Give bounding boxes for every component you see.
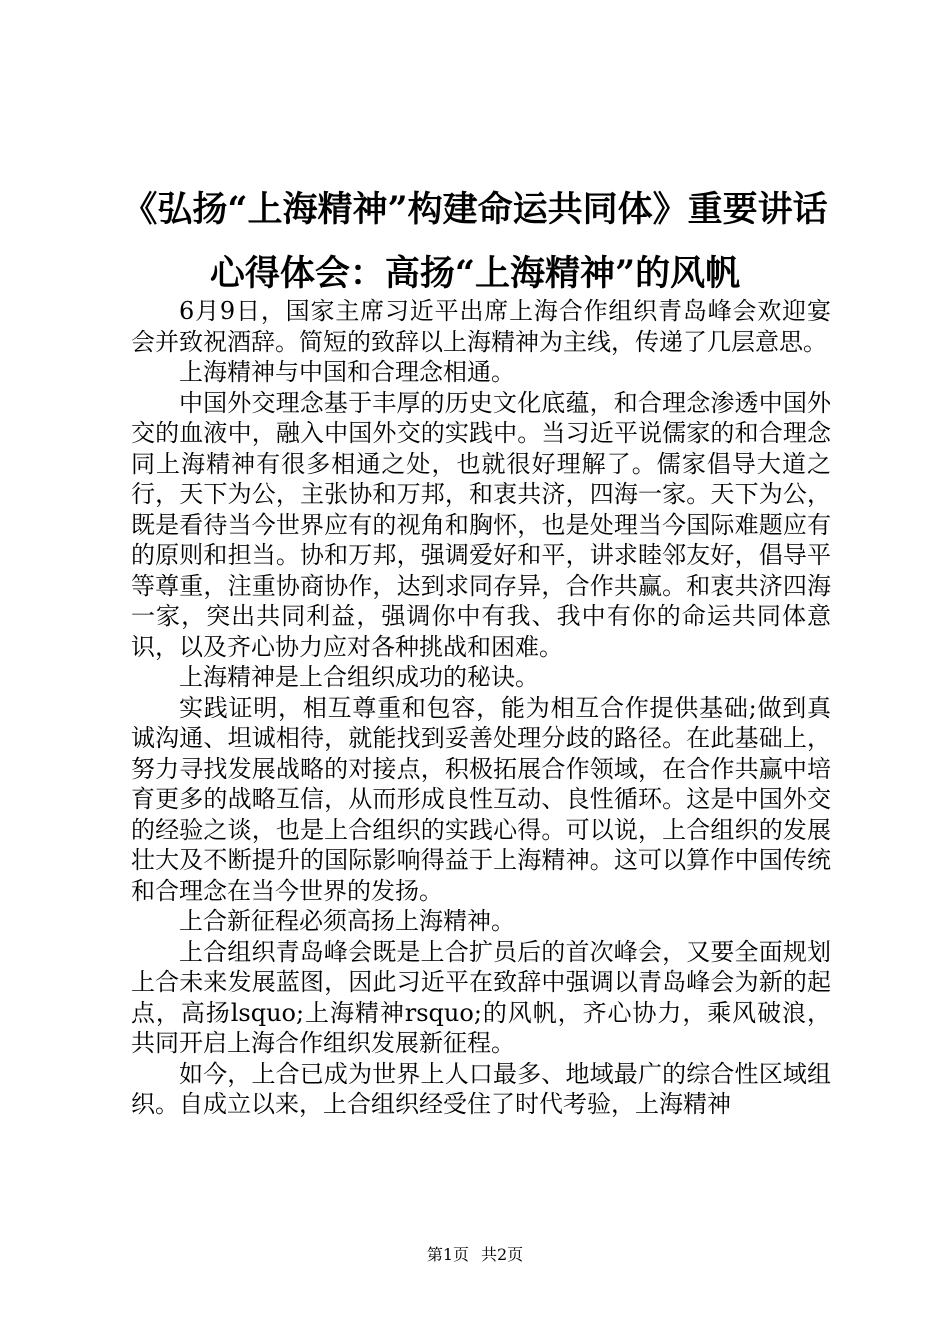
page-number: 第1页 xyxy=(426,1245,469,1264)
paragraph: 中国外交理念基于丰厚的历史文化底蕴，和合理念渗透中国外交的血液中，融入中国外交的实践中。当习近平说儒家的和合理念同上海精神有很多相通之处，也就很好理解了。儒家倡导大道之行，天下为公，主张协和万邦，和衷共济，四海一家。天下为公，既是看待当今世界应有的视角和胸怀，也是处理当今国际难题应有的原则和担当。协和万邦，强调爱好和平，讲求睦邻友好，倡导平等尊重，注重协商协作，达到求同存异，合作共赢。和衷共济四海一家，突出共同利益，强调你中有我、我中有你的命运共同体意识，以及齐心协力应对各种挑战和困难。 xyxy=(131,388,831,661)
paragraph: 实践证明，相互尊重和包容，能为相互合作提供基础;做到真诚沟通、坦诚相待，就能找到妥善处理分歧的路径。在此基础上，努力寻找发展战略的对接点，积极拓展合作领域，在合作共赢中培育更多的战略互信，从而形成良性互动、良性循环。这是中国外交的经验之谈，也是上合组织的实践心得。可以说，上合组织的发展壮大及不断提升的国际影响得益于上海精神。这可以算作中国传统和合理念在当今世界的发扬。 xyxy=(131,693,831,905)
document-title: 《弘扬“上海精神”构建命运共同体》重要讲话心得体会：高扬“上海精神”的风帆 xyxy=(122,189,828,294)
paragraph: 6月9日，国家主席习近平出席上海合作组织青岛峰会欢迎宴会并致祝酒辞。简短的致辞以上海精神为主线，传递了几层意思。 xyxy=(131,297,831,356)
paragraph: 上合组织青岛峰会既是上合扩员后的首次峰会，又要全面规划上合未来发展蓝图，因此习近平在致辞中强调以青岛峰会为新的起点，高扬lsquo;上海精神rsquo;的风帆，齐心协力，乘风破浪，共同开启上海合作组织发展新征程。 xyxy=(131,937,831,1057)
page-footer xyxy=(0,1245,950,1265)
paragraph: 上海精神是上合组织成功的秘诀。 xyxy=(179,663,539,691)
page-total: 共2页 xyxy=(481,1245,524,1264)
document-body xyxy=(131,296,831,1120)
paragraph: 上合新征程必须高扬上海精神。 xyxy=(179,907,515,935)
paragraph: 上海精神与中国和合理念相通。 xyxy=(179,358,515,386)
paragraph: 如今，上合已成为世界上人口最多、地域最广的综合性区域组织。自成立以来，上合组织经受住了时代考验，上海精神 xyxy=(131,1059,831,1118)
